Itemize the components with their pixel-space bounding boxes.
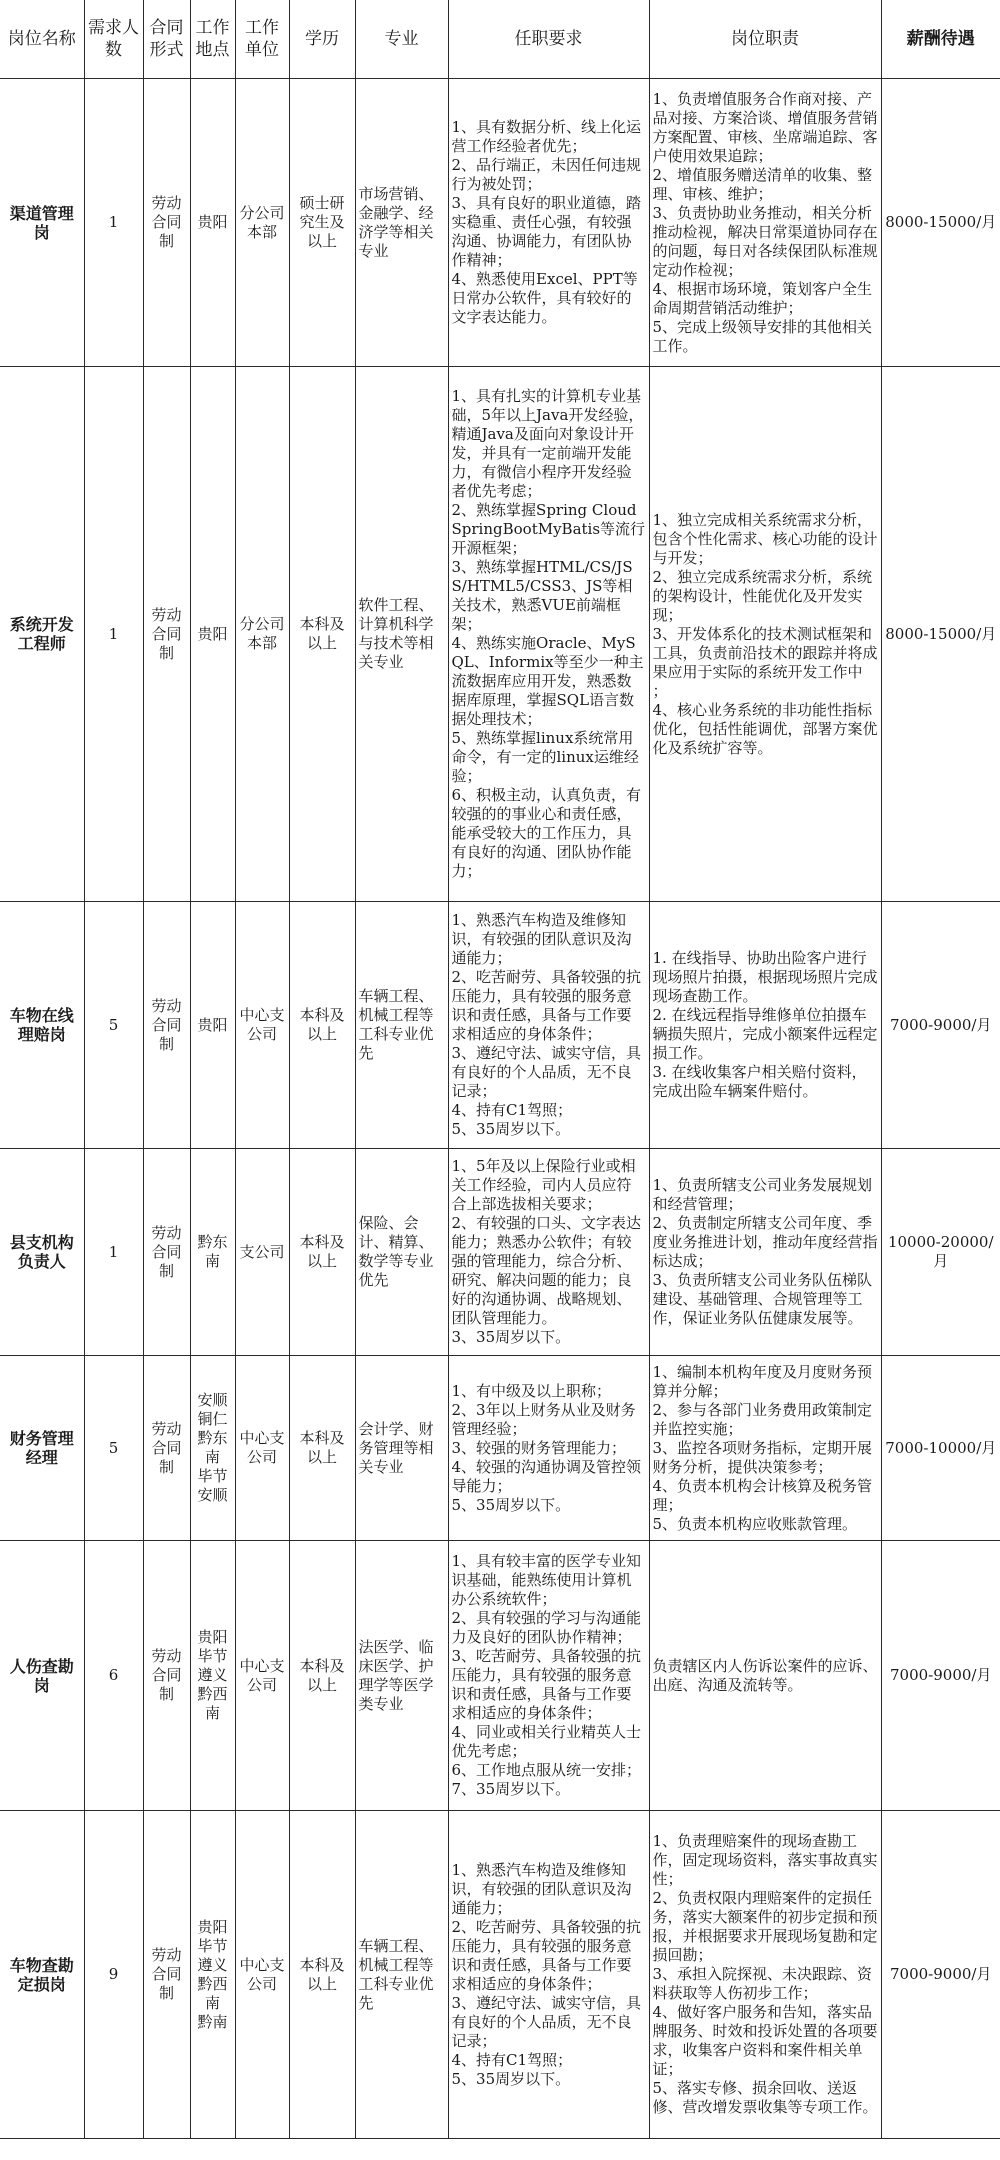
requirement-item: 3、较强的财务管理能力；: [451, 1438, 627, 1457]
duty-item: 1、负责增值服务合作商对接、产品对接、方案洽谈、增值服务营销方案配置、审核、坐席端追踪、客户使用效果追踪；: [652, 89, 878, 165]
position-name-cell: 渠道管理岗: [0, 79, 84, 367]
education-cell: 本科及以上: [289, 1541, 355, 1811]
unit-cell: 中心支公司: [235, 902, 289, 1149]
location-cell: 贵阳 毕节 遵义 黔西南 黔南: [190, 1811, 235, 2139]
requirement-item: 4、熟练实施Oracle、MySQL、Informix等至少一种主流数据库应用开发，熟悉数据库原理，掌握SQL语言数据处理技术；: [451, 634, 644, 728]
requirement-item: 3、遵纪守法、诚实守信，具有良好的个人品质，无不良记录；: [451, 1044, 642, 1100]
salary-cell: 7000-9000/月: [881, 1811, 1000, 2139]
unit-cell: 分公司本部: [235, 367, 289, 902]
unit-cell: 分公司本部: [235, 79, 289, 367]
requirement-item: 2、品行端正，未因任何违规行为被处罚；: [451, 156, 642, 193]
duty-item: 1. 在线指导、协助出险客户进行现场照片拍摄，根据现场照片完成现场查勘工作。: [652, 949, 878, 1005]
requirement-item: 2、有较强的口头、文字表达能力；熟悉办公软件；有较强的管理能力，综合分析、研究、解决问题的能力；良好的沟通协调、战略规划、团队管理能力。: [451, 1214, 642, 1327]
header-duties: 岗位职责: [649, 0, 881, 79]
duty-item: 5、落实专修、损余回收、送返修、营改增发票收集等专项工作。: [652, 2079, 878, 2116]
contract-cell: 劳动合同制: [143, 367, 190, 902]
headcount-cell: 1: [84, 79, 143, 367]
requirement-item: 3、遵纪守法、诚实守信，具有良好的个人品质，无不良记录；: [451, 1993, 642, 2050]
duty-item: 3、监控各项财务指标，定期开展财务分析，提供决策参考；: [652, 1438, 873, 1476]
requirement-item: 3、吃苦耐劳、具备较强的抗压能力，具有较强的服务意识和责任感，具备与工作要求相适应的身体条件；: [451, 1647, 642, 1722]
requirement-item: 2、熟练掌握Spring Cloud SpringBootMyBatis等流行开源框架；: [451, 501, 646, 557]
duty-item: 2、独立完成系统需求分析，系统的架构设计，性能优化及开发实现；: [652, 567, 873, 624]
location-cell: 贵阳: [190, 367, 235, 902]
headcount-cell: 1: [84, 1149, 143, 1356]
duty-item: 4、做好客户服务和告知，落实品牌服务、时效和投诉处置的各项要求，收集客户资料和案件相关单证；: [652, 2003, 878, 2078]
duties-cell: [649, 1149, 881, 1356]
duties-cell: [649, 902, 881, 1149]
requirement-item: 5、35周岁以下。: [451, 2069, 571, 2088]
requirements-cell: [448, 1811, 649, 2139]
table-row: [0, 79, 1000, 367]
contract-cell: 劳动合同制: [143, 902, 190, 1149]
major-cell: 市场营销、金融学、经济学等相关专业: [355, 79, 448, 367]
duties-cell: [649, 79, 881, 367]
salary-cell: 7000-10000/月: [881, 1356, 1000, 1541]
requirements-cell: [448, 1356, 649, 1541]
education-cell: 硕士研究生及以上: [289, 79, 355, 367]
salary-cell: 7000-9000/月: [881, 902, 1000, 1149]
duty-item: 2、增值服务赠送清单的收集、整理、审核、维护；: [652, 165, 873, 203]
requirement-item: 5、35周岁以下。: [451, 1495, 571, 1514]
education-cell: 本科及以上: [289, 367, 355, 902]
duty-item: 2、负责权限内理赔案件的定损任务，落实大额案件的初步定损和预报，并根据要求开展现场复勘和定损回勘；: [652, 1889, 878, 1964]
contract-cell: 劳动合同制: [143, 79, 190, 367]
location-cell: 贵阳 毕节 遵义 黔西南: [190, 1541, 235, 1811]
education-cell: 本科及以上: [289, 1356, 355, 1541]
requirement-item: 2、3年以上财务从业及财务管理经验；: [451, 1400, 636, 1438]
header-location: 工作地点: [190, 0, 235, 79]
duty-item: 5、完成上级领导安排的其他相关工作。: [652, 317, 873, 355]
position-name-cell: 系统开发工程师: [0, 367, 84, 902]
requirement-item: 4、熟悉使用Excel、PPT等日常办公软件，具有较好的文字表达能力。: [451, 270, 638, 326]
unit-cell: 中心支公司: [235, 1356, 289, 1541]
unit-cell: 支公司: [235, 1149, 289, 1356]
table-row: [0, 1356, 1000, 1541]
header-major: 专业: [355, 0, 448, 79]
major-cell: 软件工程、计算机科学与技术等相关专业: [355, 367, 448, 902]
location-cell: 贵阳: [190, 902, 235, 1149]
requirements-cell: [448, 1541, 649, 1811]
table-row: [0, 1811, 1000, 2139]
requirements-cell: [448, 367, 649, 902]
contract-cell: 劳动合同制: [143, 1356, 190, 1541]
duty-item: 3、开发体系化的技术测试框架和工具，负责前沿技术的跟踪并将成果应用于实际的系统开发工作中 ；: [652, 624, 878, 700]
salary-cell: 10000-20000/月: [881, 1149, 1000, 1356]
requirement-item: 3、熟练掌握HTML/CS/JSS/HTML5/CSS3、JS等相关技术，熟悉VUE前端框架；: [451, 558, 633, 633]
table-row: [0, 902, 1000, 1149]
requirement-item: 1、5年及以上保险行业或相关工作经验，司内人员应符合上部选拔相关要求；: [451, 1157, 636, 1213]
major-cell: 法医学、临床医学、护理学等医学类专业: [355, 1541, 448, 1811]
headcount-cell: 5: [84, 1356, 143, 1541]
requirement-item: 6、工作地点服从统一安排；: [451, 1761, 642, 1779]
duties-cell: [649, 1811, 881, 2139]
salary-cell: 8000-15000/月: [881, 367, 1000, 902]
major-cell: 保险、会计、精算、数学等专业优先: [355, 1149, 448, 1356]
requirements-cell: [448, 79, 649, 367]
education-cell: 本科及以上: [289, 902, 355, 1149]
requirement-item: 7、35周岁以下。: [451, 1780, 571, 1798]
contract-cell: 劳动合同制: [143, 1541, 190, 1811]
duty-item: 2、参与各部门业务费用政策制定并监控实施；: [652, 1400, 873, 1438]
location-cell: 安顺 铜仁 黔东南 毕节 安顺: [190, 1356, 235, 1541]
major-cell: 会计学、财务管理等相关专业: [355, 1356, 448, 1541]
position-name-cell: 车物查勘定损岗: [0, 1811, 84, 2139]
contract-cell: 劳动合同制: [143, 1149, 190, 1356]
table-header-row: [0, 0, 1000, 79]
header-unit: 工作单位: [235, 0, 289, 79]
major-cell: 车辆工程、机械工程等工科专业优先: [355, 902, 448, 1149]
education-cell: 本科及以上: [289, 1811, 355, 2139]
requirement-item: 1、具有较丰富的医学专业知识基础，能熟练使用计算机办公系统软件；: [451, 1552, 642, 1608]
duty-item: 1、负责所辖支公司业务发展规划和经营管理；: [652, 1176, 873, 1213]
requirement-item: 4、较强的沟通协调及管控领导能力；: [451, 1457, 642, 1495]
salary-cell: 7000-9000/月: [881, 1541, 1000, 1811]
requirement-item: 1、具有扎实的计算机专业基础，5年以上Java开发经验，精通Java及面向对象设计开发，并具有一定前端开发能力，有微信小程序开发经验者优先考虑；: [451, 387, 644, 500]
duty-item: 3、负责所辖支公司业务队伍梯队建设、基础管理、合规管理等工作，保证业务队伍健康发展等。: [652, 1271, 873, 1327]
requirement-item: 3、35周岁以下。: [451, 1328, 571, 1346]
requirement-item: 1、熟悉汽车构造及维修知识，有较强的团队意识及沟通能力；: [451, 911, 632, 967]
table-row: [0, 1541, 1000, 1811]
location-cell: 黔东南: [190, 1149, 235, 1356]
header-salary: 薪酬待遇: [881, 0, 1000, 79]
location-cell: 贵阳: [190, 79, 235, 367]
duty-item: 1、独立完成相关系统需求分析，包含个性化需求、核心功能的设计与开发；: [652, 510, 878, 567]
duties-cell: [649, 1541, 881, 1811]
requirement-item: 5、熟练掌握linux系统常用命令，有一定的linux运维经验；: [451, 729, 639, 785]
requirement-item: 4、持有C1驾照；: [451, 2050, 573, 2069]
requirement-item: 2、吃苦耐劳、具备较强的抗压能力，具有较强的服务意识和责任感，具备与工作要求相适应的身体条件；: [451, 1917, 642, 1993]
duty-item: 1、编制本机构年度及月度财务预算并分解；: [652, 1362, 873, 1400]
headcount-cell: 5: [84, 902, 143, 1149]
duty-item: 负责辖区内人伤诉讼案件的应诉、出庭、沟通及流转等。: [652, 1656, 878, 1694]
education-cell: 本科及以上: [289, 1149, 355, 1356]
contract-cell: 劳动合同制: [143, 1811, 190, 2139]
duty-item: 4、根据市场环境，策划客户全生命周期营销活动维护；: [652, 279, 873, 317]
major-cell: 车辆工程、机械工程等工科专业优先: [355, 1811, 448, 2139]
header-position-name: 岗位名称: [0, 0, 84, 79]
requirement-item: 1、有中级及以上职称；: [451, 1381, 612, 1400]
duty-item: 1、负责理赔案件的现场查勘工作，固定现场资料，落实事故真实性；: [652, 1832, 878, 1888]
table-row: [0, 367, 1000, 902]
position-name-cell: 人伤查勘岗: [0, 1541, 84, 1811]
duty-item: 4、负责本机构会计核算及税务管理；: [652, 1476, 873, 1514]
unit-cell: 中心支公司: [235, 1541, 289, 1811]
requirement-item: 3、具有良好的职业道德，踏实稳重、责任心强，有较强沟通、协调能力，有团队协作精神；: [451, 194, 642, 269]
requirement-item: 5、35周岁以下。: [451, 1120, 571, 1138]
requirements-cell: [448, 1149, 649, 1356]
unit-cell: 中心支公司: [235, 1811, 289, 2139]
headcount-cell: 9: [84, 1811, 143, 2139]
requirement-item: 6、积极主动，认真负责，有较强的的事业心和责任感，能承受较大的工作压力，具有良好的沟通、团队协作能力；: [451, 786, 642, 880]
requirement-item: 2、吃苦耐劳、具备较强的抗压能力，具有较强的服务意识和责任感，具备与工作要求相适应的身体条件；: [451, 968, 642, 1043]
duty-item: 3、负责协助业务推动，相关分析推动检视，解决日常渠道协同存在的问题，每日对各续保团队标准规定动作检视；: [652, 203, 878, 279]
table-row: [0, 1149, 1000, 1356]
requirement-item: 1、熟悉汽车构造及维修知识，有较强的团队意识及沟通能力；: [451, 1860, 632, 1917]
duty-item: 3、承担入院探视、未决跟踪、资料获取等人伤初步工作；: [652, 1965, 873, 2002]
position-name-cell: 县支机构负责人: [0, 1149, 84, 1356]
requirement-item: 4、持有C1驾照；: [451, 1101, 573, 1119]
requirements-cell: [448, 902, 649, 1149]
requirement-item: 4、同业或相关行业精英人士优先考虑；: [451, 1723, 642, 1760]
position-name-cell: 车物在线理赔岗: [0, 902, 84, 1149]
headcount-cell: 6: [84, 1541, 143, 1811]
position-name-cell: 财务管理经理: [0, 1356, 84, 1541]
header-contract: 合同形式: [143, 0, 190, 79]
requirement-item: 2、具有较强的学习与沟通能力及良好的团队协作精神；: [451, 1609, 642, 1646]
duty-item: 2. 在线远程指导维修单位拍摄车辆损失照片，完成小额案件远程定损工作。: [652, 1006, 878, 1062]
headcount-cell: 1: [84, 367, 143, 902]
duties-cell: [649, 367, 881, 902]
salary-cell: 8000-15000/月: [881, 79, 1000, 367]
header-requirements: 任职要求: [448, 0, 649, 79]
duty-item: 5、负责本机构应收账款管理。: [652, 1514, 858, 1533]
header-education: 学历: [289, 0, 355, 79]
header-headcount: 需求人数: [84, 0, 143, 79]
duty-item: 4、核心业务系统的非功能性指标优化，包括性能调优，部署方案优化及系统扩容等。: [652, 700, 878, 757]
duties-cell: [649, 1356, 881, 1541]
duty-item: 2、负责制定所辖支公司年度、季度业务推进计划，推动年度经营指标达成；: [652, 1214, 878, 1270]
requirement-item: 1、具有数据分析、线上化运营工作经验者优先；: [451, 118, 642, 155]
duty-item: 3. 在线收集客户相关赔付资料，完成出险车辆案件赔付。: [652, 1063, 867, 1100]
